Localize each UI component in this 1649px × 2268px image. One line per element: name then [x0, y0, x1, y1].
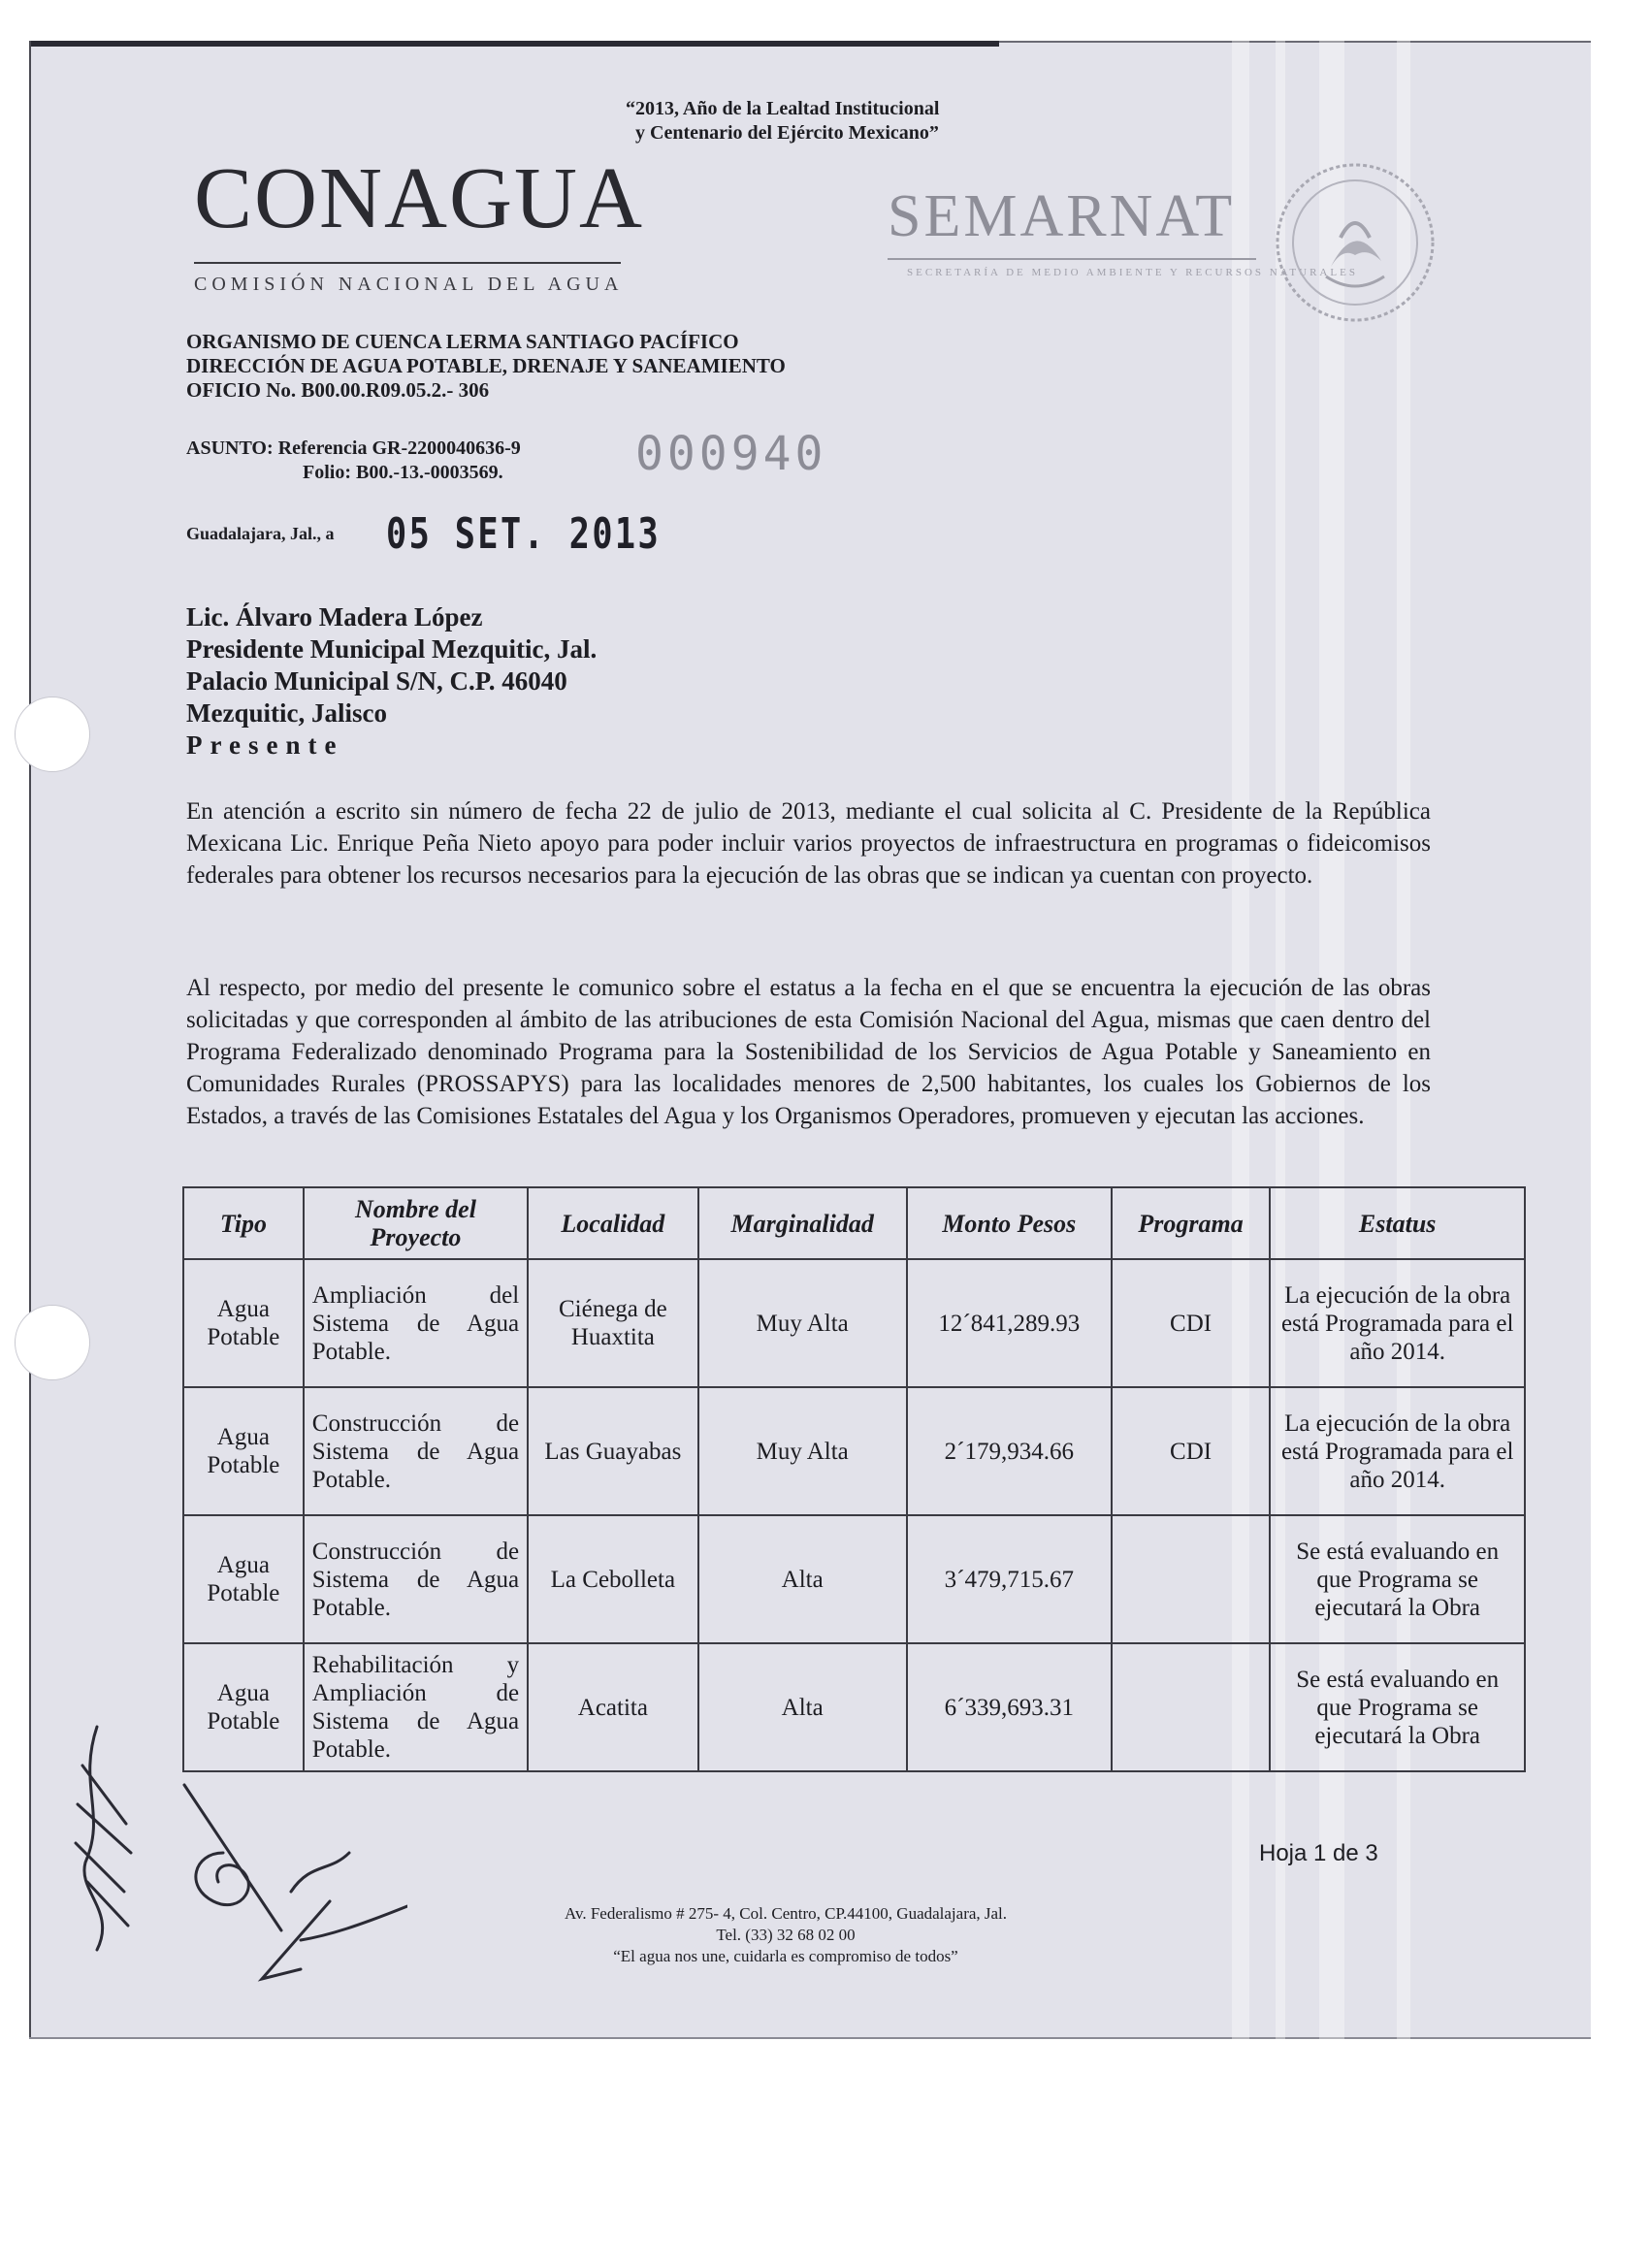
footer-address: Av. Federalismo # 275- 4, Col. Centro, CP.44100, Guadalajara, Jal. — [564, 1904, 1008, 1923]
punch-hole-top — [15, 697, 90, 772]
cell-monto: 12´841,289.93 — [907, 1259, 1112, 1387]
cell-proyecto: Rehabilitación y Ampliación de Sistema de Agua Potable. — [304, 1643, 528, 1771]
scan-left-edge — [29, 41, 31, 2039]
cell-proyecto: Construcción de Sistema de Agua Potable. — [304, 1515, 528, 1643]
cell-marginalidad: Muy Alta — [698, 1259, 907, 1387]
footer-slogan: “El agua nos une, cuidarla es compromiso de todos” — [613, 1947, 958, 1965]
cell-proyecto: Construcción de Sistema de Agua Potable. — [304, 1387, 528, 1515]
scan-top-edge-right — [999, 41, 1591, 43]
office-header — [186, 330, 786, 403]
table-header-row — [183, 1187, 1525, 1259]
footer-phone: Tel. (33) 32 68 02 00 — [716, 1926, 856, 1944]
date-place: Guadalajara, Jal., a — [186, 524, 335, 543]
cell-estatus: Se está evaluando en que Programa se ejecutará la Obra — [1270, 1643, 1525, 1771]
projects-table — [182, 1186, 1526, 1772]
body-paragraph-2: Al respecto, por medio del presente le comunico sobre el estatus a la fecha en el que se encuentra la ejecución de las obras solicitadas y que corresponden al ámbito de las atribuciones de esta Comisión Nacional del Agua, mismas que caen dentro del Programa Federalizado denominado Programa para la Sostenibilidad de los Servicios de Agua Potable y Saneamiento en Comunidades Rurales (PROSSAPYS) para las localidades menores de 2,500 habitantes, los cuales los Gobiernos de los Estados, a través de las Comisiones Estatales del Agua y los Organismos Operadores, promueven y ejecutan las acciones. — [186, 975, 1431, 1129]
scan-top-edge — [29, 41, 999, 47]
office-line-2: DIRECCIÓN DE AGUA POTABLE, DRENAJE Y SANEAMIENTO — [186, 354, 786, 377]
cell-monto: 6´339,693.31 — [907, 1643, 1112, 1771]
recipient-title: Presidente Municipal Mezquitic, Jal. — [186, 634, 598, 664]
cell-monto: 3´479,715.67 — [907, 1515, 1112, 1643]
header-tipo: Tipo — [183, 1187, 304, 1259]
cell-programa — [1112, 1643, 1271, 1771]
recipient-city: Mezquitic, Jalisco — [186, 698, 387, 728]
cell-proyecto: Ampliación del Sistema de Agua Potable. — [304, 1259, 528, 1387]
cell-localidad: Ciénega de Huaxtita — [528, 1259, 697, 1387]
office-line-1: ORGANISMO DE CUENCA LERMA SANTIAGO PACÍFICO — [186, 330, 739, 353]
cell-marginalidad: Alta — [698, 1515, 907, 1643]
punch-hole-bottom — [15, 1305, 90, 1380]
recipient-address: Palacio Municipal S/N, C.P. 46040 — [186, 666, 567, 696]
conagua-logo: CONAGUA — [194, 150, 644, 246]
national-seal-icon — [1273, 160, 1438, 325]
office-line-3: OFICIO No. B00.00.R09.05.2.- 306 — [186, 378, 490, 402]
cell-localidad: Las Guayabas — [528, 1387, 697, 1515]
header-monto: Monto Pesos — [907, 1187, 1112, 1259]
scan-bottom-edge — [29, 2037, 1591, 2039]
header-estatus: Estatus — [1270, 1187, 1525, 1259]
recipient-name: Lic. Álvaro Madera López — [186, 602, 483, 632]
cell-marginalidad: Alta — [698, 1643, 907, 1771]
cell-monto: 2´179,934.66 — [907, 1387, 1112, 1515]
footer — [446, 1903, 1125, 1967]
subject-folio: Folio: B00.-13.-0003569. — [303, 462, 503, 483]
date-stamp: 05 SET. 2013 — [386, 509, 662, 559]
header-marginalidad: Marginalidad — [698, 1187, 907, 1259]
cell-tipo: Agua Potable — [183, 1387, 304, 1515]
cell-tipo: Agua Potable — [183, 1643, 304, 1771]
recipient-block — [186, 601, 597, 761]
motto — [626, 97, 939, 146]
cell-localidad: La Cebolleta — [528, 1515, 697, 1643]
logo-underline — [194, 262, 621, 264]
body-paragraph-1: En atención a escrito sin número de fecha 22 de julio de 2013, mediante el cual solicita al C. Presidente de la República Mexicana Lic. Enrique Peña Nieto apoyo para poder incluir varios proyectos de infraestructura en programas o fideicomisos federales para obtener los recursos necesarios para la ejecución de las obras que se indican ya cuentan con proyecto. — [186, 798, 1431, 889]
semarnat-logo-subtitle: SECRETARÍA DE MEDIO AMBIENTE Y RECURSOS NATURALES — [907, 267, 1358, 278]
cell-estatus: La ejecución de la obra está Programada para el año 2014. — [1270, 1259, 1525, 1387]
cell-marginalidad: Muy Alta — [698, 1387, 907, 1515]
cell-programa: CDI — [1112, 1387, 1271, 1515]
header-localidad: Localidad — [528, 1187, 697, 1259]
semarnat-logo: SEMARNAT — [888, 183, 1236, 249]
cell-localidad: Acatita — [528, 1643, 697, 1771]
motto-line-2: y Centenario del Ejército Mexicano” — [635, 122, 939, 144]
table-row — [183, 1387, 1525, 1515]
cell-tipo: Agua Potable — [183, 1515, 304, 1643]
cell-programa — [1112, 1515, 1271, 1643]
subject-reference: ASUNTO: Referencia GR-2200040636-9 — [186, 437, 521, 459]
header-proyecto: Nombre del Proyecto — [304, 1187, 528, 1259]
handwritten-signature — [39, 1707, 407, 1998]
semarnat-underline — [888, 258, 1256, 260]
stamp-number: 000940 — [635, 427, 827, 481]
cell-estatus: La ejecución de la obra está Programada para el año 2014. — [1270, 1387, 1525, 1515]
conagua-logo-subtitle: COMISIÓN NACIONAL DEL AGUA — [194, 274, 624, 295]
table-row — [183, 1515, 1525, 1643]
table-row — [183, 1259, 1525, 1387]
cell-estatus: Se está evaluando en que Programa se ejecutará la Obra — [1270, 1515, 1525, 1643]
cell-tipo: Agua Potable — [183, 1259, 304, 1387]
recipient-salutation: Presente — [186, 730, 344, 760]
motto-line-1: “2013, Año de la Lealtad Institucional — [626, 98, 940, 119]
header-programa: Programa — [1112, 1187, 1271, 1259]
cell-programa: CDI — [1112, 1259, 1271, 1387]
page-number: Hoja 1 de 3 — [1259, 1840, 1378, 1866]
